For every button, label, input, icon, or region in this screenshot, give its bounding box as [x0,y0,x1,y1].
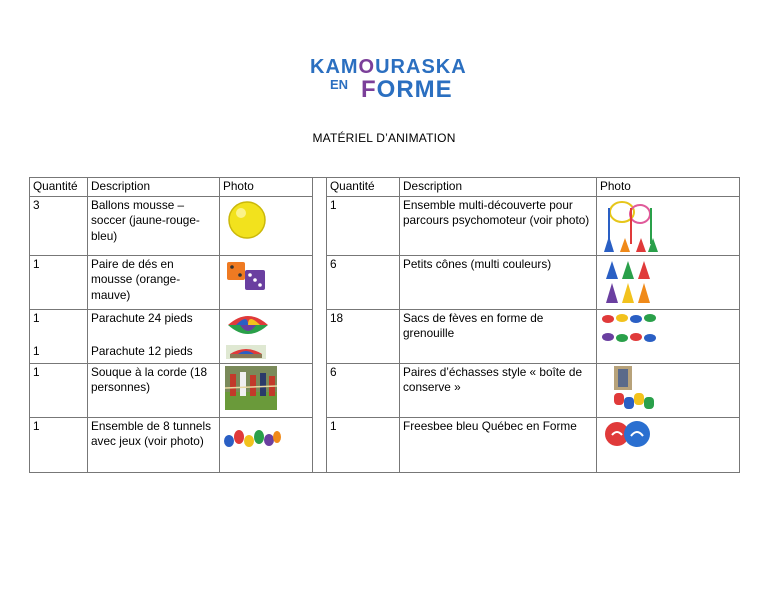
small-parachute-photo [220,343,313,363]
obstacle-course-photo [597,196,740,255]
logo-line-3: FORME [361,76,453,103]
header-description: Description [88,178,220,197]
quantity-cell: 1 [30,363,88,417]
tug-of-war-photo [220,363,313,417]
equipment-table [29,177,740,473]
quantity-cell: 6 [327,255,400,309]
quantity-cell: 1 [30,343,88,363]
description-cell: Sacs de fèves en forme de grenouille [400,309,597,363]
quantity-cell: 18 [327,309,400,363]
quantity-cell: 1 [327,417,400,472]
header-quantity: Quantité [30,178,88,197]
parachute-photo [220,309,313,343]
header-photo-right: Photo [597,178,740,197]
cones-photo [597,255,740,309]
can-stilts-photo [597,363,740,417]
description-cell: Ensemble multi-découverte pour parcours psychomoteur (voir photo) [400,196,597,255]
table-row [30,417,740,472]
quantity-cell: 1 [30,255,88,309]
column-gap [313,178,327,473]
table-row [30,255,740,309]
description-cell: Freesbee bleu Québec en Forme [400,417,597,472]
kamouraska-en-forme-logo [306,56,467,104]
foam-dice-photo [220,255,313,309]
description-cell: Souque à la corde (18 personnes) [88,363,220,417]
description-cell: Parachute 24 pieds [88,309,220,343]
logo-line-1: KAMOURASKA [310,56,467,78]
yellow-ball-photo [220,196,313,255]
header-description-right: Description [400,178,597,197]
description-cell: Paire de dés en mousse (orange-mauve) [88,255,220,309]
quantity-cell: 1 [30,309,88,343]
table-row [30,196,740,255]
header-quantity-right: Quantité [327,178,400,197]
table-row [30,363,740,417]
header-photo: Photo [220,178,313,197]
quantity-cell: 1 [30,417,88,472]
quantity-cell: 1 [327,196,400,255]
quantity-cell: 6 [327,363,400,417]
tunnels-photo [220,417,313,472]
description-cell: Ballons mousse – soccer (jaune-rouge-bleu) [88,196,220,255]
table-row [30,309,740,343]
frog-beanbags-photo [597,309,740,363]
logo-line-2: EN [330,77,349,92]
description-cell: Parachute 12 pieds [88,343,220,363]
table-header-row [30,178,740,197]
description-cell: Paires d’échasses style « boîte de conserve » [400,363,597,417]
page-title: MATÉRIEL D’ANIMATION [312,131,456,145]
description-cell: Ensemble de 8 tunnels avec jeux (voir photo) [88,417,220,472]
frisbees-photo [597,417,740,472]
description-cell: Petits cônes (multi couleurs) [400,255,597,309]
quantity-cell: 3 [30,196,88,255]
